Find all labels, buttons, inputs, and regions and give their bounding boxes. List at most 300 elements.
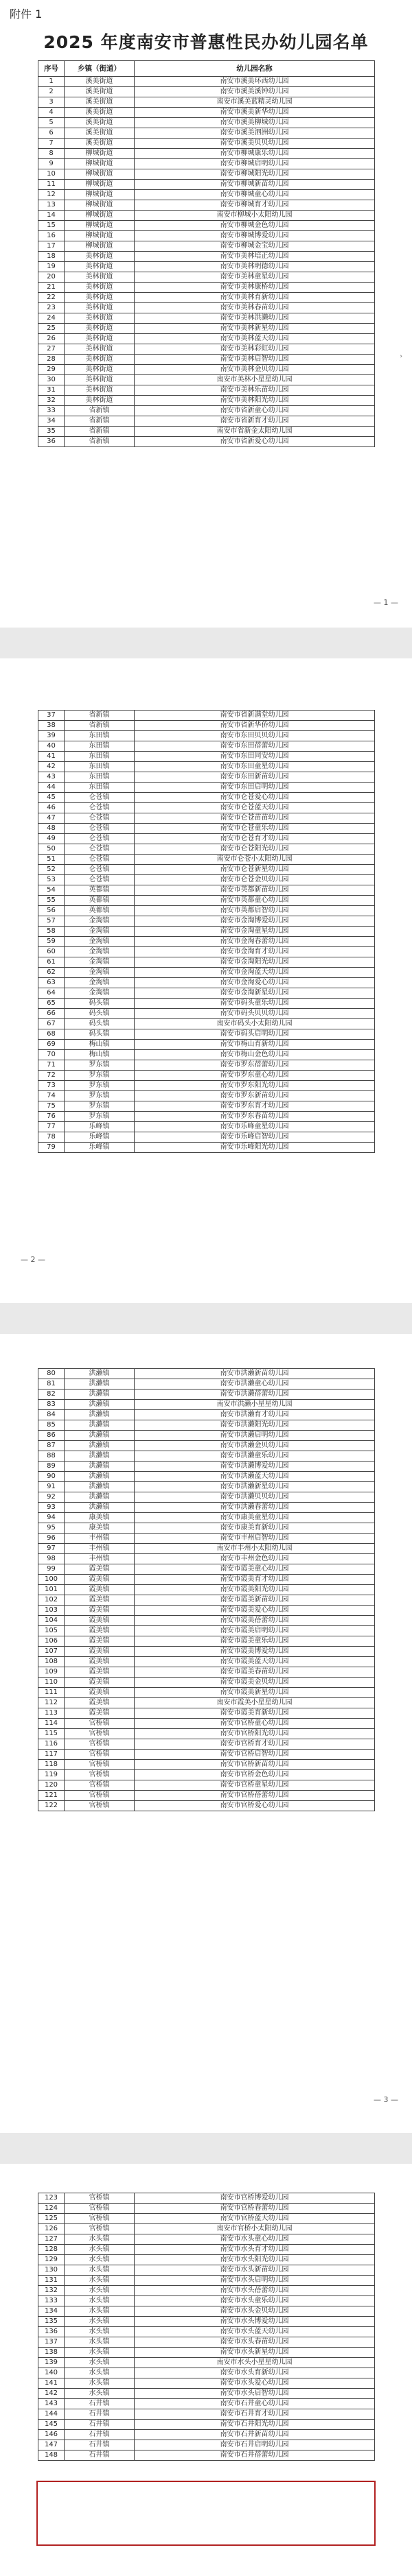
- row-index: 97: [38, 1544, 65, 1554]
- table-row: [38, 1647, 375, 1657]
- row-index: 52: [38, 865, 65, 875]
- table-row: [38, 855, 375, 865]
- row-kindergarten-name: 南安市金淘爱心幼儿园: [135, 978, 375, 988]
- row-township: 霞美镇: [65, 1616, 135, 1626]
- row-index: 105: [38, 1626, 65, 1636]
- row-township: 金淘镇: [65, 988, 135, 999]
- table-row: [38, 252, 375, 262]
- row-township: 美林街道: [65, 375, 135, 385]
- row-kindergarten-name: 南安市仑苍蓝天幼儿园: [135, 803, 375, 813]
- row-index: 78: [38, 1132, 65, 1143]
- table-row: [38, 1112, 375, 1122]
- table-row: [38, 824, 375, 834]
- row-township: 水头镇: [65, 2327, 135, 2337]
- row-kindergarten-name: 南安市罗东新苗幼儿园: [135, 1091, 375, 1101]
- row-index: 94: [38, 1513, 65, 1523]
- row-kindergarten-name: 南安市仑苍新星幼儿园: [135, 865, 375, 875]
- row-township: 洪濑镇: [65, 1390, 135, 1400]
- row-township: 英都镇: [65, 885, 135, 896]
- row-township: 美林街道: [65, 293, 135, 303]
- row-township: 码头镇: [65, 1009, 135, 1019]
- row-township: 霞美镇: [65, 1626, 135, 1636]
- row-index: 92: [38, 1492, 65, 1503]
- margin-marker: ›: [400, 353, 402, 360]
- table-row: [38, 752, 375, 762]
- row-index: 83: [38, 1400, 65, 1410]
- table-row: [38, 1400, 375, 1410]
- row-index: 88: [38, 1451, 65, 1462]
- row-kindergarten-name: 南安市石井蓓蕾幼儿园: [135, 2450, 375, 2461]
- row-township: 洪濑镇: [65, 1472, 135, 1482]
- table-row: [38, 1451, 375, 1462]
- row-kindergarten-name: 南安市东田蓓蕾幼儿园: [135, 741, 375, 752]
- row-index: 42: [38, 762, 65, 772]
- row-index: 4: [38, 108, 65, 118]
- table-header-row: [38, 61, 375, 77]
- row-index: 60: [38, 947, 65, 957]
- row-township: 东田镇: [65, 783, 135, 793]
- row-township: 美林街道: [65, 272, 135, 283]
- row-township: 码头镇: [65, 999, 135, 1009]
- row-kindergarten-name: 南安市官桥金色幼儿园: [135, 1770, 375, 1780]
- row-township: 柳城街道: [65, 231, 135, 241]
- row-kindergarten-name: 南安市罗东育才幼儿园: [135, 1101, 375, 1112]
- row-kindergarten-name: 南安市美林培正幼儿园: [135, 252, 375, 262]
- row-kindergarten-name: 南安市水头爱心幼儿园: [135, 2378, 375, 2389]
- attachment-label: 附件 1: [10, 8, 43, 21]
- row-index: 18: [38, 252, 65, 262]
- row-kindergarten-name: 南安市康美童星幼儿园: [135, 1513, 375, 1523]
- row-township: 康美镇: [65, 1523, 135, 1534]
- row-index: 30: [38, 375, 65, 385]
- table-row: [38, 2214, 375, 2224]
- table-row: [38, 1081, 375, 1091]
- table-row: [38, 865, 375, 875]
- row-township: 水头镇: [65, 2378, 135, 2389]
- row-index: 72: [38, 1071, 65, 1081]
- row-kindergarten-name: 南安市美林小星星幼儿园: [135, 375, 375, 385]
- table-row: [38, 834, 375, 844]
- table-row: [38, 947, 375, 957]
- table-row: [38, 1040, 375, 1050]
- table-row: [38, 2276, 375, 2286]
- row-township: 美林街道: [65, 355, 135, 365]
- row-index: 81: [38, 1379, 65, 1390]
- row-index: 136: [38, 2327, 65, 2337]
- row-index: 5: [38, 118, 65, 128]
- table-row: [38, 885, 375, 896]
- row-index: 122: [38, 1801, 65, 1811]
- row-index: 66: [38, 1009, 65, 1019]
- row-township: 官桥镇: [65, 2214, 135, 2224]
- header-township: 乡镇（街道）: [65, 61, 135, 77]
- row-kindergarten-name: 南安市霞美蓝天幼儿园: [135, 1657, 375, 1667]
- table-row: [38, 1595, 375, 1606]
- row-township: 霞美镇: [65, 1678, 135, 1688]
- row-index: 26: [38, 334, 65, 344]
- row-kindergarten-name: 南安市石井新苗幼儿园: [135, 2430, 375, 2440]
- table-row: [38, 231, 375, 241]
- row-index: 21: [38, 283, 65, 293]
- row-township: 乐峰镇: [65, 1143, 135, 1153]
- row-index: 53: [38, 875, 65, 885]
- row-index: 38: [38, 721, 65, 731]
- row-township: 丰州镇: [65, 1544, 135, 1554]
- table-row: [38, 334, 375, 344]
- row-kindergarten-name: 南安市罗东春苗幼儿园: [135, 1112, 375, 1122]
- table-row: [38, 1523, 375, 1534]
- row-township: 丰州镇: [65, 1554, 135, 1564]
- row-index: 46: [38, 803, 65, 813]
- table-row: [38, 1492, 375, 1503]
- highlight-box: [36, 2481, 376, 2546]
- row-index: 141: [38, 2378, 65, 2389]
- row-kindergarten-name: 南安市洪濑启明幼儿园: [135, 1431, 375, 1441]
- row-township: 水头镇: [65, 2368, 135, 2378]
- table-row: [38, 2368, 375, 2378]
- row-township: 水头镇: [65, 2276, 135, 2286]
- row-township: 仑苍镇: [65, 855, 135, 865]
- row-kindergarten-name: 南安市码头启明幼儿园: [135, 1029, 375, 1040]
- table-row: [38, 87, 375, 97]
- table-row: [38, 262, 375, 272]
- header-index: 序号: [38, 61, 65, 77]
- row-township: 乐峰镇: [65, 1122, 135, 1132]
- row-index: 55: [38, 896, 65, 906]
- row-index: 110: [38, 1678, 65, 1688]
- table-row: [38, 2409, 375, 2420]
- table-row: [38, 2224, 375, 2234]
- row-index: 65: [38, 999, 65, 1009]
- row-kindergarten-name: 南安市洪濑育才幼儿园: [135, 1410, 375, 1420]
- row-kindergarten-name: 南安市金淘博爱幼儿园: [135, 916, 375, 927]
- row-township: 仑苍镇: [65, 793, 135, 803]
- row-township: 水头镇: [65, 2286, 135, 2296]
- row-township: 东田镇: [65, 752, 135, 762]
- table-row: [38, 159, 375, 169]
- row-kindergarten-name: 南安市省新爱心幼儿园: [135, 437, 375, 447]
- row-township: 水头镇: [65, 2337, 135, 2348]
- row-township: 东田镇: [65, 762, 135, 772]
- row-index: 33: [38, 406, 65, 416]
- table-row: [38, 149, 375, 159]
- row-kindergarten-name: 南安市水头博爱幼儿园: [135, 2317, 375, 2327]
- row-township: 官桥镇: [65, 1791, 135, 1801]
- row-kindergarten-name: 南安市洪濑童心幼儿园: [135, 1379, 375, 1390]
- row-township: 水头镇: [65, 2317, 135, 2327]
- row-kindergarten-name: 南安市水头启明幼儿园: [135, 2276, 375, 2286]
- row-township: 美林街道: [65, 365, 135, 375]
- table-row: [38, 200, 375, 211]
- row-index: 34: [38, 416, 65, 427]
- table-row: [38, 190, 375, 200]
- table-row: [38, 128, 375, 139]
- row-township: 东田镇: [65, 741, 135, 752]
- row-kindergarten-name: 南安市东田同安幼儿园: [135, 752, 375, 762]
- row-index: 107: [38, 1647, 65, 1657]
- row-kindergarten-name: 南安市洪濑新苗幼儿园: [135, 1369, 375, 1379]
- row-kindergarten-name: 南安市霞美育新幼儿园: [135, 1708, 375, 1719]
- row-township: 水头镇: [65, 2348, 135, 2358]
- table-row: [38, 1770, 375, 1780]
- row-kindergarten-name: 南安市英都童心幼儿园: [135, 896, 375, 906]
- row-township: 洪濑镇: [65, 1379, 135, 1390]
- table-row: [38, 2327, 375, 2337]
- table-row: [38, 2430, 375, 2440]
- row-index: 146: [38, 2430, 65, 2440]
- row-index: 135: [38, 2317, 65, 2327]
- row-index: 99: [38, 1564, 65, 1575]
- row-index: 76: [38, 1112, 65, 1122]
- row-index: 101: [38, 1585, 65, 1595]
- row-index: 111: [38, 1688, 65, 1698]
- table-row: [38, 1050, 375, 1060]
- table-row: [38, 731, 375, 741]
- row-index: 57: [38, 916, 65, 927]
- row-kindergarten-name: 南安市美林阳光幼儿园: [135, 396, 375, 406]
- row-kindergarten-name: 南安市金淘阳光幼儿园: [135, 957, 375, 968]
- row-township: 官桥镇: [65, 1780, 135, 1791]
- row-township: 罗东镇: [65, 1112, 135, 1122]
- row-kindergarten-name: 南安市丰州小太阳幼儿园: [135, 1544, 375, 1554]
- row-index: 120: [38, 1780, 65, 1791]
- row-township: 罗东镇: [65, 1081, 135, 1091]
- row-index: 11: [38, 180, 65, 190]
- row-kindergarten-name: 南安市洪濑小星星幼儿园: [135, 1400, 375, 1410]
- row-index: 1: [38, 77, 65, 87]
- row-kindergarten-name: 南安市溪美蓝精灵幼儿园: [135, 97, 375, 108]
- row-kindergarten-name: 南安市柳城童心幼儿园: [135, 190, 375, 200]
- row-kindergarten-name: 南安市霞美启明幼儿园: [135, 1626, 375, 1636]
- row-index: 126: [38, 2224, 65, 2234]
- row-index: 106: [38, 1636, 65, 1647]
- row-index: 31: [38, 385, 65, 396]
- row-township: 梅山镇: [65, 1040, 135, 1050]
- table-row: [38, 272, 375, 283]
- table-row: [38, 365, 375, 375]
- row-kindergarten-name: 南安市水头育新幼儿园: [135, 2368, 375, 2378]
- row-index: 137: [38, 2337, 65, 2348]
- row-kindergarten-name: 南安市码头贝贝幼儿园: [135, 1009, 375, 1019]
- row-kindergarten-name: 南安市省新满堂幼儿园: [135, 711, 375, 721]
- table-row: [38, 77, 375, 87]
- row-kindergarten-name: 南安市水头蓓蕾幼儿园: [135, 2286, 375, 2296]
- table-row: [38, 1719, 375, 1729]
- row-township: 仑苍镇: [65, 875, 135, 885]
- row-index: 12: [38, 190, 65, 200]
- row-township: 石井镇: [65, 2450, 135, 2461]
- table-row: [38, 803, 375, 813]
- row-township: 溪美街道: [65, 87, 135, 97]
- table-row: [38, 2378, 375, 2389]
- table-row: [38, 427, 375, 437]
- row-index: 2: [38, 87, 65, 97]
- row-index: 71: [38, 1060, 65, 1071]
- table-row: [38, 2337, 375, 2348]
- row-township: 官桥镇: [65, 1729, 135, 1739]
- row-kindergarten-name: 南安市霞美育才幼儿园: [135, 1575, 375, 1585]
- row-kindergarten-name: 南安市美林启智幼儿园: [135, 355, 375, 365]
- row-index: 121: [38, 1791, 65, 1801]
- row-index: 37: [38, 711, 65, 721]
- table-row: [38, 1636, 375, 1647]
- table-row: [38, 2296, 375, 2306]
- row-township: 东田镇: [65, 772, 135, 783]
- row-kindergarten-name: 南安市洪濑新星幼儿园: [135, 1482, 375, 1492]
- row-kindergarten-name: 南安市丰州金色幼儿园: [135, 1554, 375, 1564]
- row-index: 17: [38, 241, 65, 252]
- row-township: 霞美镇: [65, 1698, 135, 1708]
- row-township: 省新镇: [65, 406, 135, 416]
- page-number-2: — 2 —: [21, 1255, 45, 1264]
- row-index: 40: [38, 741, 65, 752]
- row-township: 柳城街道: [65, 149, 135, 159]
- table-row: [38, 293, 375, 303]
- row-index: 116: [38, 1739, 65, 1750]
- row-index: 3: [38, 97, 65, 108]
- row-index: 82: [38, 1390, 65, 1400]
- row-township: 石井镇: [65, 2430, 135, 2440]
- row-township: 洪濑镇: [65, 1369, 135, 1379]
- table-row: [38, 1678, 375, 1688]
- table-row: [38, 1708, 375, 1719]
- row-township: 英都镇: [65, 906, 135, 916]
- row-township: 官桥镇: [65, 1770, 135, 1780]
- table-row: [38, 927, 375, 937]
- row-index: 130: [38, 2265, 65, 2276]
- table-row: [38, 1729, 375, 1739]
- row-township: 溪美街道: [65, 118, 135, 128]
- row-township: 金淘镇: [65, 937, 135, 947]
- table-row: [38, 437, 375, 447]
- row-index: 89: [38, 1462, 65, 1472]
- row-township: 柳城街道: [65, 241, 135, 252]
- row-index: 7: [38, 139, 65, 149]
- row-index: 19: [38, 262, 65, 272]
- row-index: 63: [38, 978, 65, 988]
- row-township: 水头镇: [65, 2265, 135, 2276]
- row-kindergarten-name: 南安市霞美博爱幼儿园: [135, 1647, 375, 1657]
- table-row: [38, 1143, 375, 1153]
- row-index: 28: [38, 355, 65, 365]
- row-township: 码头镇: [65, 1019, 135, 1029]
- row-index: 108: [38, 1657, 65, 1667]
- table-row: [38, 313, 375, 324]
- table-row: [38, 1616, 375, 1626]
- table-row: [38, 355, 375, 365]
- table-row: [38, 97, 375, 108]
- row-index: 10: [38, 169, 65, 180]
- row-index: 93: [38, 1503, 65, 1513]
- table-row: [38, 916, 375, 927]
- row-kindergarten-name: 南安市柳城金宝幼儿园: [135, 241, 375, 252]
- row-index: 125: [38, 2214, 65, 2224]
- kindergarten-table-page-4: [38, 2193, 375, 2461]
- row-kindergarten-name: 南安市霞美新星幼儿园: [135, 1688, 375, 1698]
- row-index: 103: [38, 1606, 65, 1616]
- row-index: 118: [38, 1760, 65, 1770]
- row-township: 东田镇: [65, 731, 135, 741]
- table-row: [38, 2306, 375, 2317]
- row-township: 省新镇: [65, 721, 135, 731]
- row-index: 147: [38, 2440, 65, 2450]
- row-township: 官桥镇: [65, 2224, 135, 2234]
- row-index: 138: [38, 2348, 65, 2358]
- row-index: 77: [38, 1122, 65, 1132]
- row-township: 水头镇: [65, 2234, 135, 2245]
- row-township: 溪美街道: [65, 77, 135, 87]
- page-gap: [0, 1303, 412, 1334]
- row-kindergarten-name: 南安市省新育才幼儿园: [135, 416, 375, 427]
- row-kindergarten-name: 南安市仑苍育才幼儿园: [135, 834, 375, 844]
- row-township: 霞美镇: [65, 1606, 135, 1616]
- table-row: [38, 1544, 375, 1554]
- row-kindergarten-name: 南安市水头新苗幼儿园: [135, 2265, 375, 2276]
- row-kindergarten-name: 南安市仑苍阳光幼儿园: [135, 844, 375, 855]
- table-row: [38, 375, 375, 385]
- table-row: [38, 906, 375, 916]
- row-kindergarten-name: 南安市仑苍金贝幼儿园: [135, 875, 375, 885]
- table-row: [38, 1791, 375, 1801]
- row-township: 省新镇: [65, 427, 135, 437]
- row-kindergarten-name: 南安市柳城小太阳幼儿园: [135, 211, 375, 221]
- row-kindergarten-name: 南安市罗东阳光幼儿园: [135, 1081, 375, 1091]
- table-row: [38, 1739, 375, 1750]
- table-row: [38, 1564, 375, 1575]
- row-township: 仑苍镇: [65, 824, 135, 834]
- row-township: 金淘镇: [65, 916, 135, 927]
- row-kindergarten-name: 南安市洪濑金贝幼儿园: [135, 1441, 375, 1451]
- row-index: 39: [38, 731, 65, 741]
- row-index: 45: [38, 793, 65, 803]
- row-index: 25: [38, 324, 65, 334]
- table-row: [38, 793, 375, 803]
- row-township: 水头镇: [65, 2245, 135, 2255]
- row-index: 23: [38, 303, 65, 313]
- row-kindergarten-name: 南安市乐峰阳光幼儿园: [135, 1143, 375, 1153]
- row-kindergarten-name: 南安市美林明德幼儿园: [135, 262, 375, 272]
- row-index: 91: [38, 1482, 65, 1492]
- row-index: 24: [38, 313, 65, 324]
- row-township: 霞美镇: [65, 1585, 135, 1595]
- row-kindergarten-name: 南安市水头小星星幼儿园: [135, 2358, 375, 2368]
- row-index: 143: [38, 2399, 65, 2409]
- row-kindergarten-name: 南安市官桥爱心幼儿园: [135, 1801, 375, 1811]
- row-index: 95: [38, 1523, 65, 1534]
- table-row: [38, 180, 375, 190]
- row-kindergarten-name: 南安市洪濑阳光幼儿园: [135, 1420, 375, 1431]
- row-index: 123: [38, 2193, 65, 2204]
- row-kindergarten-name: 南安市霞美小星星幼儿园: [135, 1698, 375, 1708]
- row-kindergarten-name: 南安市美林金贝幼儿园: [135, 365, 375, 375]
- row-township: 金淘镇: [65, 947, 135, 957]
- row-index: 74: [38, 1091, 65, 1101]
- row-index: 131: [38, 2276, 65, 2286]
- row-township: 水头镇: [65, 2296, 135, 2306]
- row-index: 102: [38, 1595, 65, 1606]
- row-kindergarten-name: 南安市美林蓝天幼儿园: [135, 334, 375, 344]
- header-kindergarten-name: 幼儿园名称: [135, 61, 375, 77]
- row-kindergarten-name: 南安市官桥蓝天幼儿园: [135, 2214, 375, 2224]
- row-township: 金淘镇: [65, 957, 135, 968]
- row-index: 22: [38, 293, 65, 303]
- row-township: 官桥镇: [65, 1760, 135, 1770]
- row-index: 48: [38, 824, 65, 834]
- row-township: 石井镇: [65, 2440, 135, 2450]
- table-row: [38, 1029, 375, 1040]
- row-kindergarten-name: 南安市霞美爱心幼儿园: [135, 1606, 375, 1616]
- row-township: 美林街道: [65, 252, 135, 262]
